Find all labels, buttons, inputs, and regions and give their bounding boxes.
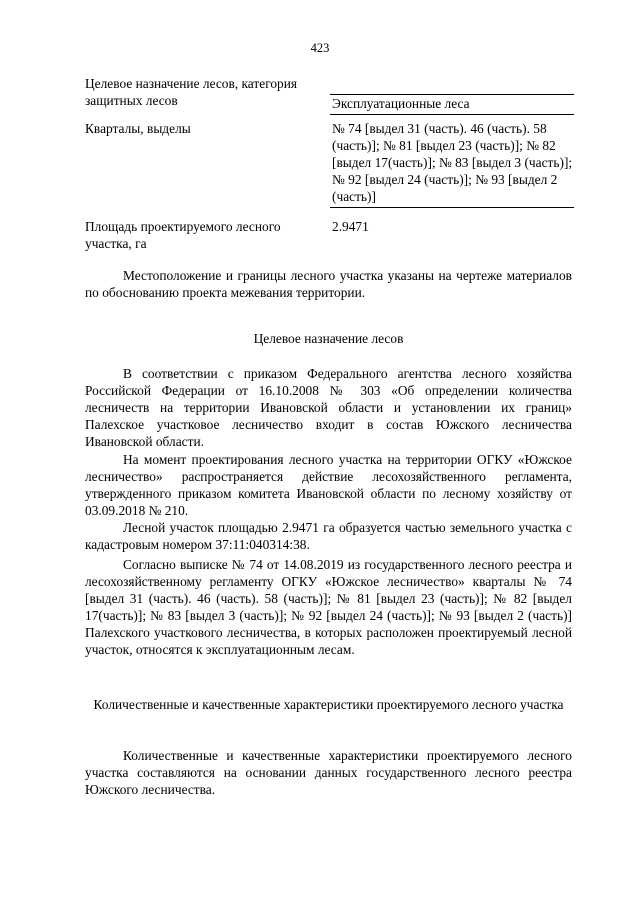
- table-value: № 74 [выдел 31 (часть). 46 (часть). 58 (часть)]; № 81 [выдел 23 (часть)]; № 82 [выдел 17(часть)]; № 83 [выдел 3 (часть)]; № 92 [выдел 24 (часть)]; № 93 [выдел 2 (часть)]: [330, 120, 574, 208]
- section-heading-characteristics: Количественные и качественные характеристики проектируемого лесного участка: [93, 697, 564, 712]
- paragraph: Согласно выписке № 74 от 14.08.2019 из государственного лесного реестра и лесохозяйственному регламенту ОГКУ «Южское лесничество» кварталы № 74 [выдел 31 (часть). 46 (часть). 58 (часть)]; № 81 [выдел 23 (часть)]; № 82 [выдел 17(часть)]; № 83 [выдел 3 (часть)]; № 92 [выдел 24 (часть)]; № 93 [выдел 2 (часть)] Палехского участкового лесничества, в которых расположен проектируемый лесной участок, относятся к эксплуатационным лесам.: [85, 557, 572, 657]
- table-label: Кварталы, выделы: [85, 121, 191, 136]
- paragraph: На момент проектирования лесного участка на территории ОГКУ «Южское лесничество» распространяется действие лесохозяйственного регламента, утвержденного приказом комитета Ивановской области по лесному хозяйству от 03.09.2018 № 210.: [85, 452, 572, 518]
- paragraph: Количественные и качественные характеристики проектируемого лесного участка составляются на основании данных государственного лесного реестра Южского лесничества.: [85, 748, 572, 797]
- location-paragraph: Местоположение и границы лесного участка указаны на чертеже материалов по обоснованию проекта межевания территории.: [85, 268, 572, 300]
- table-row-quarters: [85, 120, 573, 204]
- table-row-area: [85, 218, 369, 252]
- section-heading-purpose: Целевое назначение лесов: [253, 331, 404, 346]
- table-row-purpose: [85, 75, 470, 113]
- table-value: Эксплуатационные леса: [330, 94, 574, 115]
- paragraph: Лесной участок площадью 2.9471 га образуется частью земельного участка с кадастровым номером 37:11:040314:38.: [85, 520, 572, 552]
- page-number: 423: [310, 41, 330, 55]
- table-value: 2.9471: [332, 219, 369, 234]
- paragraph: В соответствии с приказом Федерального агентства лесного хозяйства Российской Федерации от 16.10.2008 № 303 «Об определении количества лесничеств на территории Ивановской области и установлении их границ» Палехское участковое лесничество входит в состав Южского лесничества Ивановской области.: [85, 366, 572, 449]
- table-label: Площадь проектируемого лесного участка, га: [85, 219, 281, 251]
- table-label: Целевое назначение лесов, категория защитных лесов: [85, 76, 298, 108]
